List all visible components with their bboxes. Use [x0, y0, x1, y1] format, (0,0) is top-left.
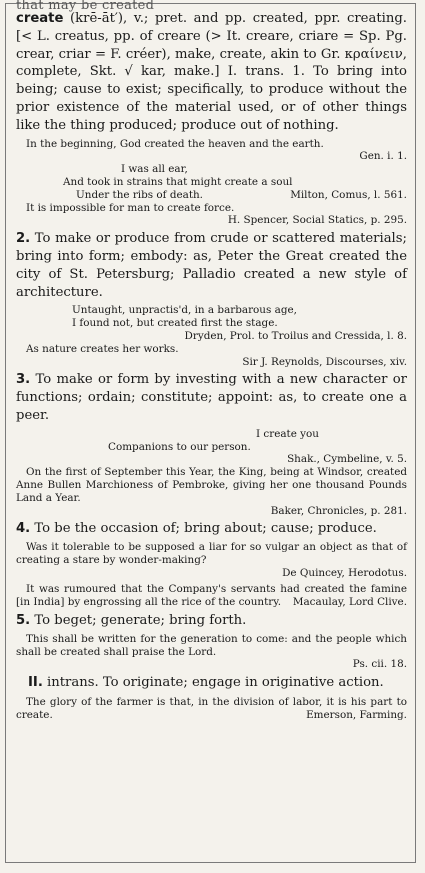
sense-text: To make or form by investing with a new character or functions; ordain; constitute; appoint: as, to create one a peer.: [16, 372, 407, 423]
headword: create: [16, 11, 64, 26]
quotation-source: Milton, Comus, l. 561.: [290, 188, 407, 201]
quotation-source: Ps. cii. 18.: [352, 658, 407, 671]
sense-text: To make or produce from crude or scattered materials; bring into form; embody: as, Peter the Great created the city of St. Petersburg; Palladio created a new style of architecture.: [16, 231, 407, 300]
quotation-text: The glory of the farmer is that, in the division of labor, it is his part to create.: [16, 696, 407, 721]
sense-text: To beget; generate; bring forth.: [30, 613, 247, 629]
cut-off-line: that may be created: [16, 0, 155, 13]
sense-text: To be the occasion of; bring about; cause; produce.: [30, 521, 377, 537]
quotation-source: Sir J. Reynolds, Discourses, xiv.: [242, 355, 407, 368]
quotation-source: H. Spencer, Social Statics, p. 295.: [227, 214, 407, 227]
sense-number: 5.: [16, 613, 31, 629]
quotation-source: Dryden, Prol. to Troilus and Cressida, l. 8.: [184, 329, 407, 342]
quotation-source: Shak., Cymbeline, v. 5.: [287, 453, 407, 466]
quotation-text: Was it tolerable to be supposed a liar for so vulgar an object as that of creating a stare by wonder-making?: [16, 541, 407, 566]
sense-number: 2.: [16, 231, 31, 247]
quotation-text: As nature creates her works.: [26, 342, 179, 355]
sense-number: 4.: [16, 521, 31, 537]
quotation-text: In the beginning, God created the heaven and the earth.: [26, 137, 324, 150]
sense-number: II.: [28, 675, 43, 691]
quotation-source: Gen. i. 1.: [359, 150, 407, 163]
quotation-text: It is impossible for man to create force.: [26, 201, 235, 214]
quotation-source: De Quincey, Herodotus.: [282, 566, 407, 579]
verse-line: I create you: [256, 427, 319, 440]
quotation-source: Emerson, Farming.: [306, 708, 407, 721]
entry-intro: [16, 10, 407, 135]
quotation-source: Baker, Chronicles, p. 281.: [270, 504, 407, 517]
sense-intransitive: [16, 674, 407, 692]
verse-line: I was all ear,: [121, 163, 188, 176]
verse-with-source: [16, 189, 407, 202]
quotation-text: On the first of September this Year, the King, being at Windsor, created Anne Bullen Marchioness of Pembroke, giving her one thousand Pounds Land a Year.: [16, 466, 407, 504]
dictionary-entry-page: [5, 0, 416, 863]
verse-line: Under the ribs of death.: [76, 188, 203, 201]
verse-line: I found not, but created first the stage.: [72, 317, 278, 330]
quotation-text: This shall be written for the generation to come: and the people which shall be created shall praise the Lord.: [16, 632, 407, 658]
verse-line: Untaught, unpractis'd, in a barbarous age,: [72, 304, 297, 317]
sense-2: [16, 230, 407, 301]
sense-5: [16, 612, 407, 630]
verse-line: And took in strains that might create a soul: [63, 175, 293, 188]
sense-3: [16, 371, 407, 424]
sense-text: intrans. To originate; engage in originative action.: [42, 675, 384, 691]
quotation-source: Macaulay, Lord Clive.: [292, 596, 407, 609]
quotation-text: It was rumoured that the Company's servants had created the famine [in India] by engrossing all the rice of the country.: [16, 583, 407, 609]
sense-number: 3.: [16, 372, 31, 388]
verse-line: Companions to our person.: [108, 440, 251, 453]
entry-intro-text: (krē-āt′), v.; pret. and pp. created, ppr. creating. [< L. creatus, pp. of creare (> It. creare, criare = Sp. Pg. crear, criar = F. créer), make, create, akin to Gr. κραίνειν, complete, Skt. √ kar, make.] I. trans. 1. To bring into being; cause to exist; specifically, to produce without the prior existence of the material used, or of other things like the thing produced; produce out of nothing.: [16, 11, 407, 133]
sense-4: [16, 520, 407, 538]
